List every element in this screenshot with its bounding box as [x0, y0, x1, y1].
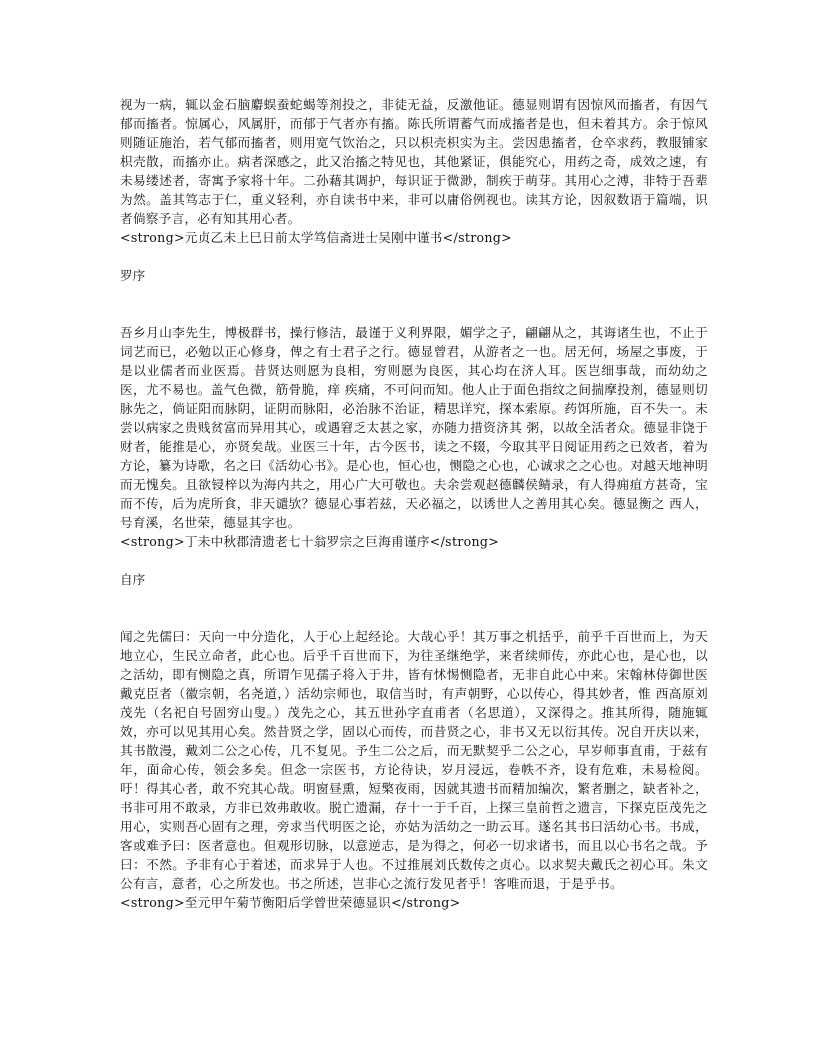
preface-self-signature: <strong>至元甲午菊节衡阳后学曾世荣德显识</strong> [120, 895, 461, 910]
preface-wu-signature: <strong>元贞乙未上巳日前太学笃信斋进士吴刚中谨书</strong> [120, 230, 513, 245]
section-heading-self: 自序 [120, 572, 146, 587]
section-spacer [120, 247, 708, 266]
section-heading-luo: 罗序 [120, 268, 146, 283]
section-spacer [120, 589, 708, 627]
preface-wu-body: 视为一病，辄以金石脑麝蜈蚕蛇蝎等剂投之，非徒无益，反激他证。德显则谓有因惊风而搐者，有因气郁而搐者。惊属心，风属肝，而郁于气者亦有搐。陈氏所谓蓄气而成搐者是也，但未着其方。余于惊风则随证施治，若气郁而搐者，则用宽气饮治之，只以枳壳枳实为主。尝因患搐者，仓卒求药，教服铺家枳壳散，而搐亦止。病者深感之，此又治搐之特见也，其他紧证，俱能究心，用药之奇，成效之速，有未易缕述者，寄寓予家将十年。二孙藉其调护，每识证于微渺，制疾于萌芽。其用心之溥，非特于吾辈为然。盖其笃志于仁，重义轻利，亦自读书中来，非可以庸俗例视也。读其方论，因叙数语于篇端，识者倘察予言，必有知其用心者。 [120, 97, 708, 226]
section-spacer [120, 285, 708, 323]
preface-self-body: 闻之先儒曰：天向一中分造化，人于心上起经论。大哉心乎！其万事之机括乎，前乎千百世而上，为天地立心，生民立命者，此心也。后乎千百世而下，为往圣继绝学，来者续师传，亦此心也，是心也，以之活幼，即有恻隐之真，所谓乍见孺子将入于井，皆有怵惕恻隐者，无非自此心中来。宋翰林侍御世医戴克臣者（徽宗朝，名尧道，）活幼宗师也，取信当时，有声朝野，心以传心，得其妙者，惟 西高原刘茂先（名祀自号固穷山叟。）茂先之心，其五世孙字直甫者（名思道），又深得之。推其所得，随施辄效，亦可以见其用心矣。然昔贤之学，固以心而传，而昔贤之心，非书又无以衍其传。况自开庆以来，其书散漫，戴刘二公之心传，几不复见。予生二公之后，而无默契乎二公之心，早岁师事直甫，于兹有年，面命心传，领会多矣。但念一宗医书，方论待诀，岁月浸远，卷帙不齐，设有危难，未易检阅。吁！得其心者，敢不究其心哉。明窗昼熏，短檠夜雨，因就其遗书而精加编次，繁者删之，缺者补之，书非可用不敢录，方非已效弗敢收。脱亡遗漏，存十一于千百，上探三皇前哲之遗言，下探克臣茂先之用心，实则吾心固有之理，旁求当代明医之论，亦姑为活幼之一助云耳。遂名其书曰活幼心书。书成，客或难予曰：医者意也。但观形切脉，以意逆志，是为得之，何必一切求诸书，而且以心书名之哉。予曰：不然。予非有心于着述，而求异于人也。不过推展刘氏数传之贞心。以求契夫戴氏之初心耳。朱文公有言，意者，心之所发也。书之所述，岂非心之流行发见者乎！客唯而退，于是乎书。 [120, 629, 708, 891]
section-spacer [120, 551, 708, 570]
preface-luo-body: 吾乡月山李先生，博极群书，操行修洁，最谨于义利界限，媚学之子，翩翩从之，其诲诸生也，不止于词艺而已，必勉以正心修身，俾之有士君子之行。德显曾君，从游者之一也。居无何，场屋之事废，于是以业儒者而业医焉。昔贤达则愿为良相，穷则愿为良医，其心均在济人耳。医岂细事哉，而幼幼之医，尤不易也。盖气色微，筋骨脆，痒 疾痛，不可问而知。他人止于面色指纹之间揣摩投剂，德显则切脉先之，倘证阳而脉阴，证阴而脉阳，必治脉不治证，精思详究，探本索原。药饵所施，百不失一。未尝以病家之贵贱贫富而异用其心，或遇窘乏太甚之家，亦随力措资济其 粥，以故全活者众。德显非饶于财者，能推是心，亦贤矣哉。业医三十年，古今医书，读之不辍，今取其平日阅证用药之已效者，着为方论，纂为诗歌，名之曰《活幼心书》。是心也，恒心也，恻隐之心也，心诚求之之心也。对越天地神明而无愧矣。且欲锓梓以为海内共之，用心广大可敬也。夫余尝观赵德麟侯鲭录，有人得痈疽方甚奇，宝而不传，后为虎所食，非天谴欤？德显心事若兹，天必福之，以诱世人之善用其心矣。德显衡之 西人，号育溪，名世荣，德显其字也。 [120, 325, 708, 530]
preface-luo-signature: <strong>丁未中秋郡清遗老七十翁罗宗之巨海甫谨序</strong> [120, 534, 500, 549]
